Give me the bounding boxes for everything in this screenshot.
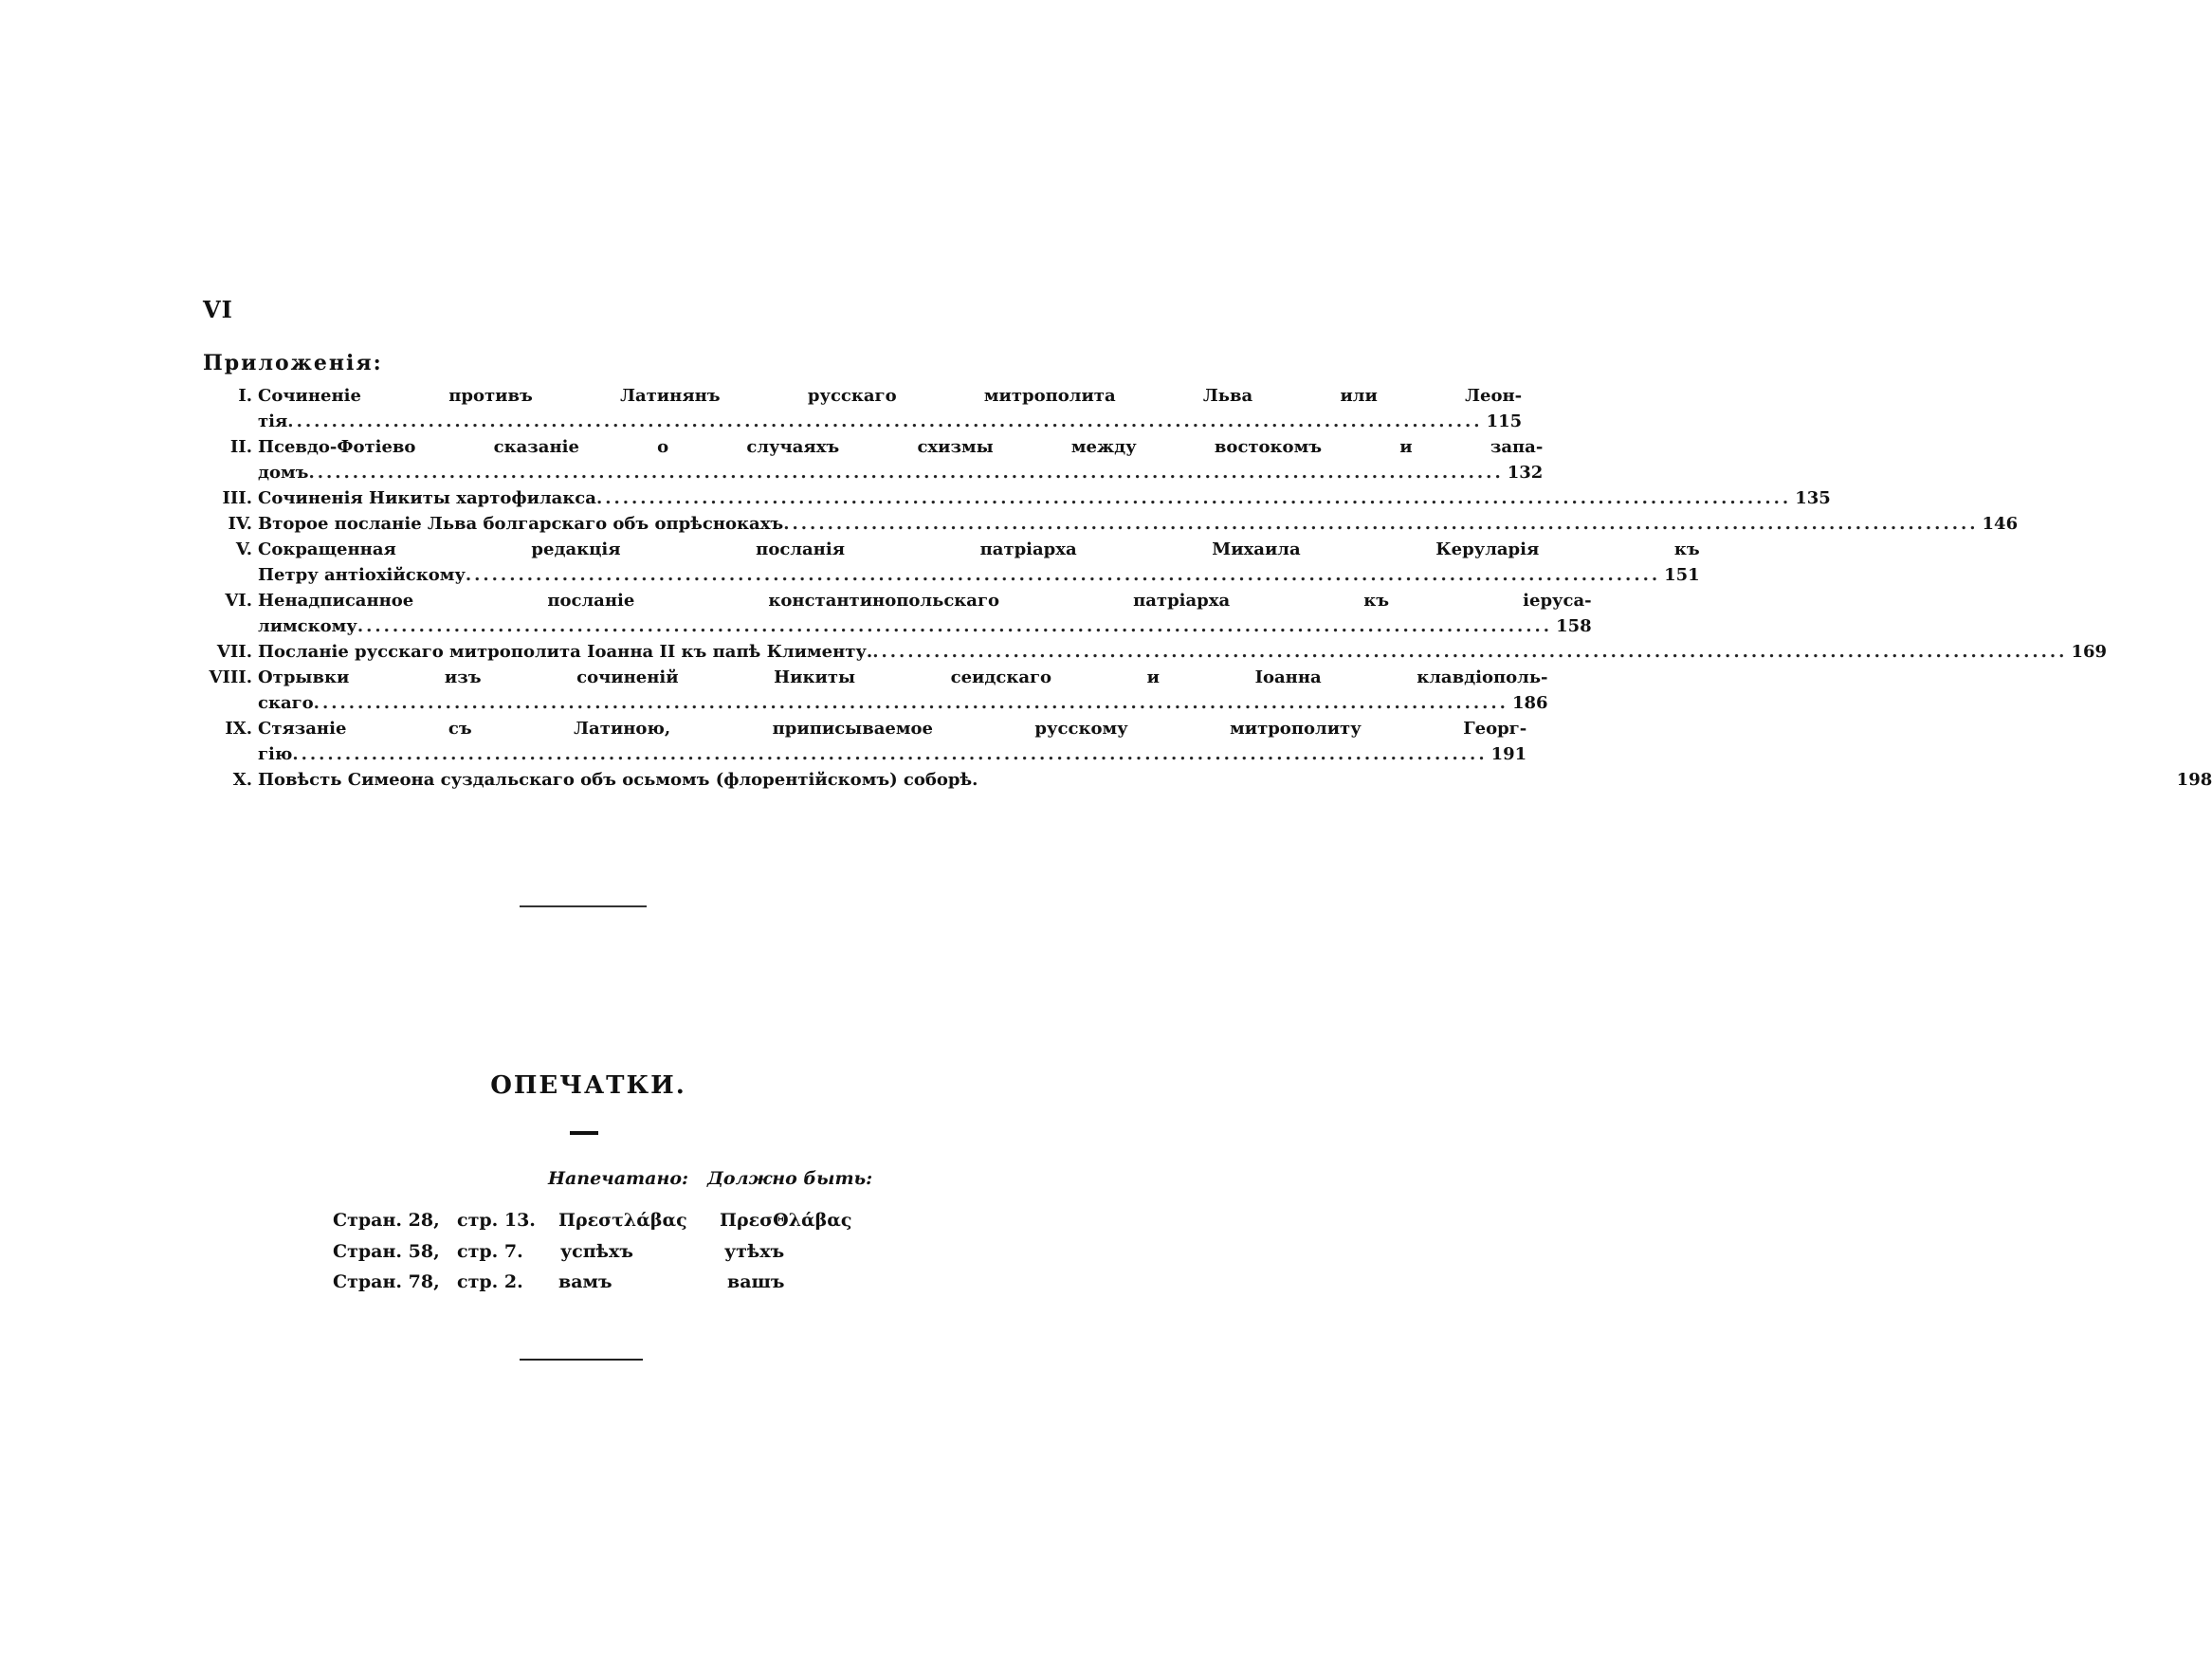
toc-entry-number: VIII. [209,667,252,687]
toc-entry-page: 132 [1507,463,1544,483]
errata-line: стр. 2. [457,1271,523,1292]
errata-page: Стран. 58, [333,1241,440,1262]
appendix-table-of-contents [203,383,2212,793]
toc-entry-number: V. [235,539,252,559]
toc-entry-title-continued: тія [258,411,288,431]
toc-entry-page: 151 [1664,565,1700,585]
toc-entry-title: Ненадписанное посланіе константинопольскаго патріарха къ іерусa- [258,591,1592,611]
toc-entry-number: IV. [228,514,252,534]
toc-entry-page: 191 [1490,744,1527,764]
errata-line: стр. 7. [457,1241,523,1262]
heading-underline [570,1131,598,1135]
toc-entry-page: 158 [1556,616,1592,636]
toc-entry-title-continued: гію [258,744,293,764]
appendix-heading: Приложенія: [203,351,383,375]
toc-entry-title-continued: Петру антіохійскому [258,565,466,585]
toc-entry-page: 198 [2176,770,2212,790]
toc-entry-number: III. [222,488,252,508]
toc-entry-number: VI. [225,591,252,611]
toc-entry [203,767,2212,793]
dot-leader [596,485,1791,511]
dot-leader [287,409,1482,434]
toc-entry [203,511,2019,537]
errata-line: стр. 13. [457,1210,536,1231]
section-divider [520,905,647,907]
toc-entry-title-continued: лимскому [258,616,357,636]
toc-entry-number: IX. [225,719,252,739]
page-number: VI [203,296,233,323]
toc-entry-title-continued: домъ [258,463,309,483]
toc-entry-title: Сокращенная редакція посланія патріарха Михаила Керуларія къ [258,539,1700,559]
errata-page: Стран. 78, [333,1271,440,1292]
toc-entry-title: Повѣсть Симеона суздальскаго объ осьмомъ (флорентійскомъ) соборѣ. [258,770,978,790]
toc-entry [203,639,2108,665]
toc-entry-page: 186 [1511,693,1548,713]
dot-leader [308,460,1503,485]
errata-column-should-be: Должно быть: [707,1168,873,1189]
toc-entry-title: Стязаніе съ Латиною, приписываемое русскому митрополиту Георг- [258,719,1527,739]
errata-should-be: ΠρεσΘλάβας [720,1210,852,1231]
closing-divider [520,1359,643,1361]
toc-entry-page: 115 [1486,411,1523,431]
toc-entry [203,716,1527,767]
dot-leader [783,511,1978,537]
toc-entry [203,537,1700,588]
toc-entry-title: Псевдо-Фотіево сказаніе о случаяхъ схизмы между востокомъ и запа- [258,437,1544,457]
dot-leader [314,690,1508,716]
toc-entry-number: II. [229,437,252,457]
toc-entry-title: Сочиненіе противъ Латинянъ русскаго митрополита Льва или Леон- [258,386,1523,406]
toc-entry-title: Второе посланіе Льва болгарскаго объ опрѣснокахъ [258,514,784,534]
dot-leader [466,562,1660,588]
toc-entry-title: Отрывки изъ сочиненій Никиты сеидскаго и Іоанна клавдіополь- [258,667,1548,687]
errata-should-be: утѣхъ [724,1241,785,1262]
toc-entry-number: X. [232,770,252,790]
errata-should-be: вашъ [727,1271,785,1292]
toc-entry-page: 169 [2071,642,2108,662]
errata-printed: Πρεστλάβας [558,1210,687,1231]
toc-entry [203,485,1831,511]
toc-entry-title-continued: скаго [258,693,314,713]
toc-entry [203,588,1592,639]
errata-column-printed: Напечатано: [548,1168,689,1189]
toc-entry-page: 135 [1795,488,1831,508]
toc-entry [203,665,1548,716]
toc-entry-page: 146 [1982,514,2019,534]
errata-printed: успѣхъ [560,1241,633,1262]
dot-leader [357,613,1552,639]
toc-entry-number: I. [238,386,252,406]
toc-entry [203,383,1523,434]
toc-entry-title: Посланіе русскаго митрополита Іоанна II къ папѣ Клименту. [258,642,873,662]
errata-printed: вамъ [558,1271,612,1292]
errata-heading: ОПЕЧАТКИ. [490,1071,686,1100]
errata-page: Стран. 28, [333,1210,440,1231]
toc-entry [203,434,1544,485]
dot-leader [292,741,1487,767]
toc-entry-title: Сочиненія Никиты хартофилакса [258,488,596,508]
dot-leader [872,639,2067,665]
toc-entry-number: VII. [216,642,252,662]
